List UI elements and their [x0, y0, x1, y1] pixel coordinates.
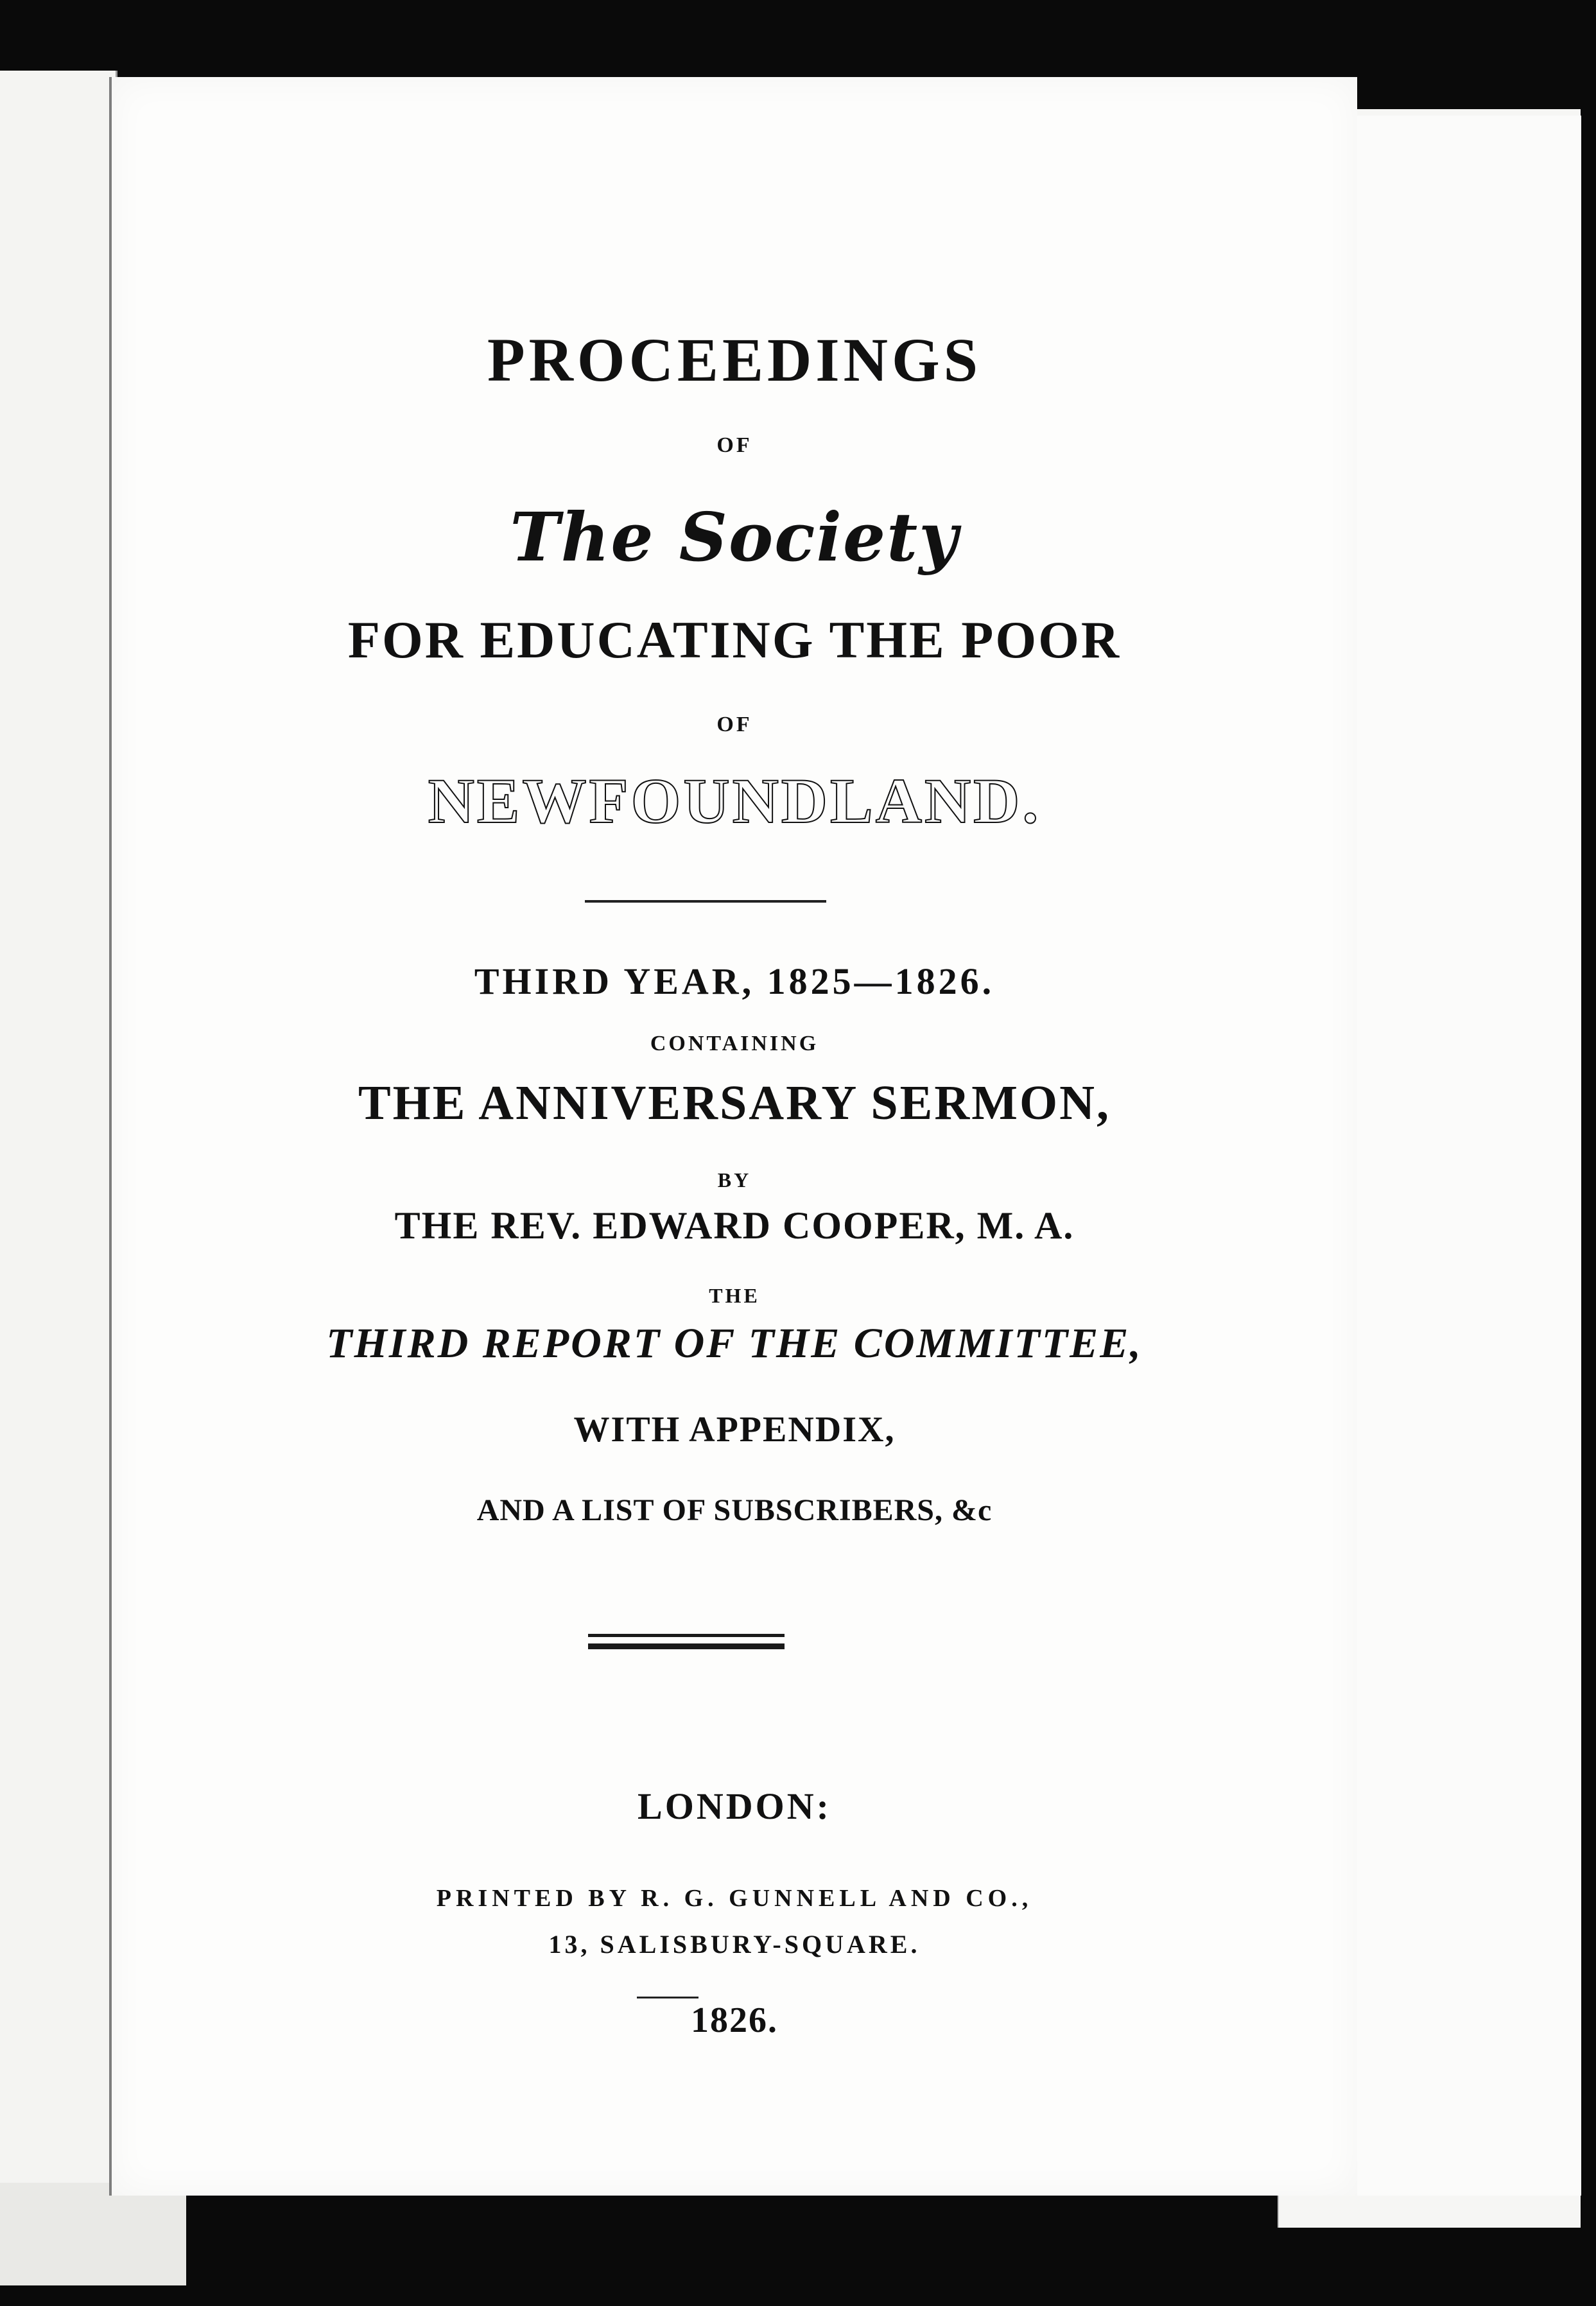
subscribers-line: AND A LIST OF SUBSCRIBERS, &c [476, 1493, 993, 1527]
short-rule [637, 1997, 698, 1998]
society-name: The Society [510, 498, 959, 576]
main-title: PROCEEDINGS [487, 325, 982, 394]
report-title: THIRD REPORT OF THE COMMITTEE, [326, 1320, 1143, 1367]
imprint-address: 13, SALISBURY-SQUARE. [548, 1930, 921, 1959]
place-name: NEWFOUNDLAND. [428, 765, 1041, 837]
sermon-title: THE ANNIVERSARY SERMON, [358, 1076, 1111, 1130]
imprint-printer: PRINTED BY R. G. GUNNELL AND CO., [436, 1885, 1033, 1912]
society-purpose: FOR EDUCATING THE POOR [347, 611, 1122, 669]
imprint-city: LONDON: [638, 1785, 831, 1827]
imprint-year: 1826. [691, 2000, 778, 2040]
by-label: BY [717, 1168, 752, 1192]
containing-label: CONTAINING [650, 1032, 819, 1055]
sermon-author: THE REV. EDWARD COOPER, M. A. [394, 1204, 1075, 1247]
appendix-line: WITH APPENDIX, [573, 1410, 896, 1450]
back-page-edge-2 [1335, 116, 1581, 2196]
double-rule-thick [588, 1643, 785, 1649]
of-connector-1: OF [716, 433, 752, 457]
divider-rule [585, 900, 826, 903]
title-page-content [112, 77, 1357, 2196]
page-bottom-corner [0, 2183, 186, 2285]
the-label: THE [709, 1284, 760, 1307]
year-line: THIRD YEAR, 1825—1826. [474, 960, 995, 1002]
of-connector-2: OF [716, 713, 752, 736]
previous-leaf-edge [0, 71, 117, 2189]
double-rule-thin [588, 1634, 785, 1637]
title-page [109, 77, 1357, 2196]
